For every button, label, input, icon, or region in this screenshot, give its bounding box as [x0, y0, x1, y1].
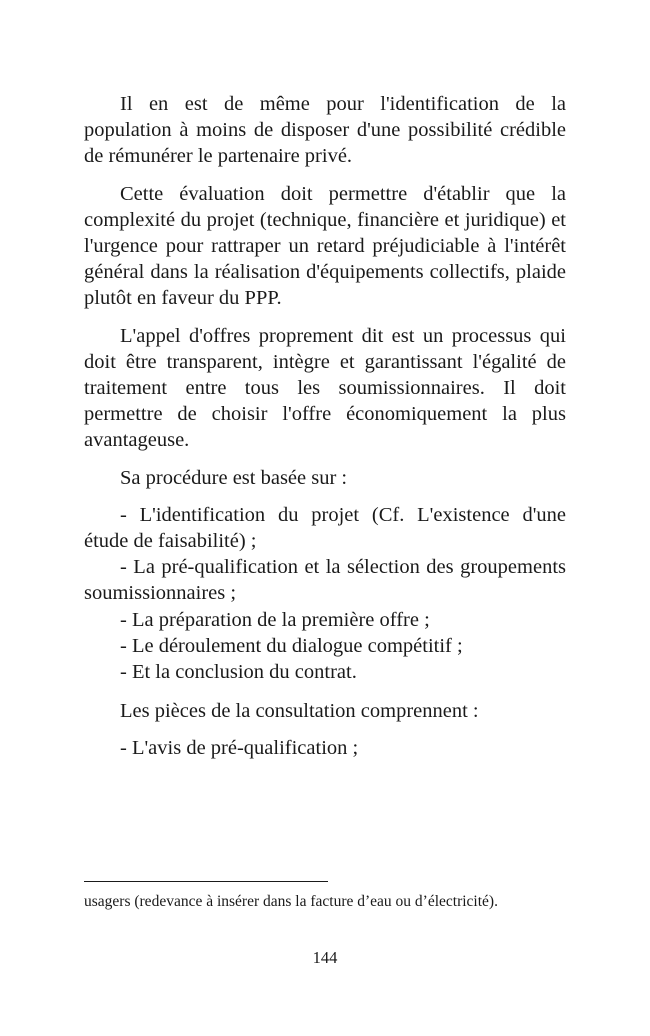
- procedure-list: [84, 502, 566, 685]
- list-item: - L'avis de pré-qualification ;: [120, 737, 359, 760]
- paragraph-consultation-intro: Les pièces de la consultation comprennent :: [120, 700, 479, 723]
- page-number: 144: [312, 948, 338, 967]
- paragraph-evaluation: Cette évaluation doit permettre d'établir que la complexité du projet (technique, financière et juridique) et l'urgence pour rattraper un retard préjudiciable à l'intérêt général dans la réalisation d'équipements collectifs, plaide plutôt en faveur du PPP.: [84, 182, 566, 310]
- paragraph-procedure-intro: Sa procédure est basée sur :: [120, 466, 348, 489]
- list-item: - L'identification du projet (Cf. L'existence d'une étude de faisabilité) ;: [84, 503, 566, 553]
- body-text: [84, 91, 566, 773]
- paragraph-appel-offres: L'appel d'offres proprement dit est un processus qui doit être transparent, intègre et garantissant l'égalité de traitement entre tous les soumissionnaires. Il doit permettre de choisir l'offre économiquement la plus avantageuse.: [84, 324, 566, 452]
- list-item: - La préparation de la première offre ;: [120, 608, 430, 631]
- list-item: - Et la conclusion du contrat.: [120, 661, 357, 684]
- list-item: - Le déroulement du dialogue compétitif ;: [120, 634, 463, 657]
- footnote-text: usagers (redevance à insérer dans la facture d’eau ou d’électricité).: [84, 893, 498, 910]
- list-item: - La pré-qualification et la sélection des groupements soumissionnaires ;: [84, 556, 566, 605]
- paragraph-identification-population: Il en est de même pour l'identification de la population à moins de disposer d'une possibilité crédible de rémunérer le partenaire privé.: [84, 93, 566, 168]
- footnote-separator: [84, 881, 328, 882]
